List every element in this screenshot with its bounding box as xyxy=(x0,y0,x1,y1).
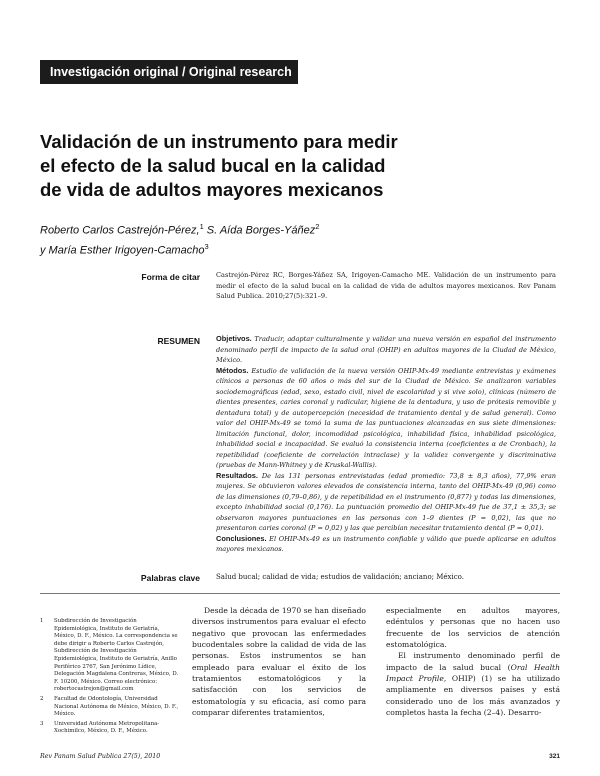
page-number: 321 xyxy=(549,753,560,760)
footnote-number: 2 xyxy=(40,695,44,702)
abstract-conclusions xyxy=(216,534,556,555)
footnote-number: 3 xyxy=(40,720,44,727)
body-column-2 xyxy=(386,605,560,718)
keywords-label: Palabras clave xyxy=(140,573,200,583)
section-divider xyxy=(40,593,560,594)
author-list xyxy=(40,219,560,258)
abstract-methods xyxy=(216,366,556,471)
citation-text: Castrejón-Pérez RC, Borges-Yáñez SA, Irigoyen-Camacho ME. Validación de un instrumento para medir el efecto de la salud bucal en la calidad de vida de adultos mayores mexicanos. Rev Panam Salud Publica. 2010;27(5):321–9. xyxy=(216,271,556,300)
abstract-label: RESUMEN xyxy=(157,336,200,346)
journal-reference: Rev Panam Salud Publica 27(5), 2010 xyxy=(40,753,161,760)
body-paragraph xyxy=(386,650,560,718)
section-label: Investigación original / Original research xyxy=(40,60,298,84)
body-text: , OHIP) (1) se ha utilizado ampliamente en diversos países y está considerado uno de los más avanzados y completos hasta la fecha (2–4). Desarro- xyxy=(386,674,560,718)
footnote-text: Facultad de Odontología, Universidad Nacional Autónoma de México, México, D. F., México. xyxy=(54,695,179,718)
body-paragraph: especialmente en adultos mayores, edéntulos y personas que no hacen uso frecuente de los servicios de atención estomatológica. xyxy=(386,606,560,650)
methods-text: Estudio de validación de la nueva versión OHIP-Mx-49 mediante entrevistas y exámenes clínicos a personas de 60 años o más del sur de la Ciudad de México. Se analizaron variables sociodemográficas (edad, sexo, estado civil, nivel de escolaridad y si vive solo), clínicas (número de dientes presentes, caries coronal y radicular, higiene de la dentadura, y uso de prótesis removible y dentadura total) y de autopercepción (necesidad de tratamiento dental y de salud general). Como valor del OHIP-Mx-49 se tomó la suma de las puntuaciones alcanzadas en sus siete dimensiones: limitación funcional, dolor, incomodidad psicológica, inhabilidad física, inhabilidad psicológica, inhabilidad social e incapacidad. Se evaluó la consistencia interna (coeficientes α de Cronbach), la repetibilidad (coeficiente de correlación intraclase) y la validez convergente y discriminativa (pruebas de Mann-Whitney y de Kruskal-Wallis). xyxy=(216,366,556,469)
body-italic-text: Oral Health Impact Profile xyxy=(386,662,560,684)
conclusions-heading: Conclusiones. xyxy=(216,533,267,543)
objectives-text: Traducir, adaptar culturalmente y validar una nueva versión en español del instrumento denominado perfil de impacto de la salud oral (OHIP) en adultos mayores de la Ciudad de México, México. xyxy=(216,335,556,364)
title-line: de vida de adultos mayores mexicanos xyxy=(40,179,384,200)
author-affiliation-mark: 3 xyxy=(204,241,209,251)
author-name: y María Esther Irigoyen-Camacho xyxy=(40,244,205,257)
body-paragraph: Desde la década de 1970 se han diseñado diversos instrumentos para evaluar el efecto negativo que provocan las enfermedades bucodentales sobre la calidad de vida de las personas. Estos instrumentos se han empleado para evaluar el éxito de los tratamientos estomatológicos y la satisfacción con los servicios de estomatología y su eficacia, así como para comparar diferentes tratamientos, xyxy=(192,606,366,718)
body-text: El instrumento denominado perfil de impacto de la salud bucal ( xyxy=(386,651,560,672)
results-heading: Resultados. xyxy=(216,470,258,480)
footnote-item xyxy=(40,618,182,694)
citation-label: Forma de citar xyxy=(141,272,200,282)
title-line: el efecto de la salud bucal en la calidad xyxy=(40,155,386,176)
keywords-text: Salud bucal; calidad de vida; estudios de validación; anciano; México. xyxy=(216,573,464,581)
methods-heading: Métodos. xyxy=(216,365,249,375)
footnote-number: 1 xyxy=(40,618,44,624)
abstract-objectives xyxy=(216,334,556,366)
abstract-results xyxy=(216,471,556,534)
footnotes xyxy=(40,618,182,738)
objectives-heading: Objetivos. xyxy=(216,334,252,343)
conclusions-text: El OHIP-Mx-49 es un instrumento confiable y válido que puede aplicarse en adultos mayores mexicanos. xyxy=(216,534,556,553)
results-text: De las 131 personas entrevistadas (edad promedio: 73,8 ± 8,3 años), 77,9% eran mujeres. Se obtuvieron valores elevados de consistencia interna, tanto del OHIP-Mx-49 (0,96) como de las dimensiones (0,79–0,86), y de repetibilidad en el instrumento (0,877) y todas las dimensiones, excepto inhabilidad social (0,176). La puntuación promedio del OHIP-Mx-49 fue de 37,1 ± 35,3; se observaron mayores puntuaciones en las personas con 1–9 dientes (P = 0,02), las que no presentaron caries coronal (P = 0,02) y las que percibían necesitar tratamiento dental (P = 0,01). xyxy=(216,471,556,532)
author-affiliation-mark: 1 xyxy=(199,222,204,231)
title-line: Validación de un instrumento para medir xyxy=(40,131,398,152)
footnote-item xyxy=(40,696,182,719)
abstract xyxy=(216,334,556,555)
article-title xyxy=(40,130,560,202)
author-affiliation-mark: 2 xyxy=(315,222,320,231)
footnote-item xyxy=(40,721,182,736)
footnote-text: Universidad Autónoma Metropolitana-Xochimilco, México, D. F., México. xyxy=(54,720,160,735)
footnote-text: Subdirección de Investigación Epidemiológica, Instituto de Geriatría, México, D. F., México. La correspondencia se debe dirigir a Roberto Carlos Castrejón, Subdirección de Investigación Epidemiológica, Instituto de Geriatría, Anillo Periférico 2767, San Jerónimo Lídice, Delegación Magdalena Contreras, México, D. F. 10200, México. Correo electrónico: robertocastrejon@gmail.com xyxy=(54,618,179,693)
author-name: S. Aída Borges-Yáñez xyxy=(203,224,316,237)
body-column-1 xyxy=(192,605,366,718)
author-name: Roberto Carlos Castrejón-Pérez, xyxy=(40,224,200,237)
